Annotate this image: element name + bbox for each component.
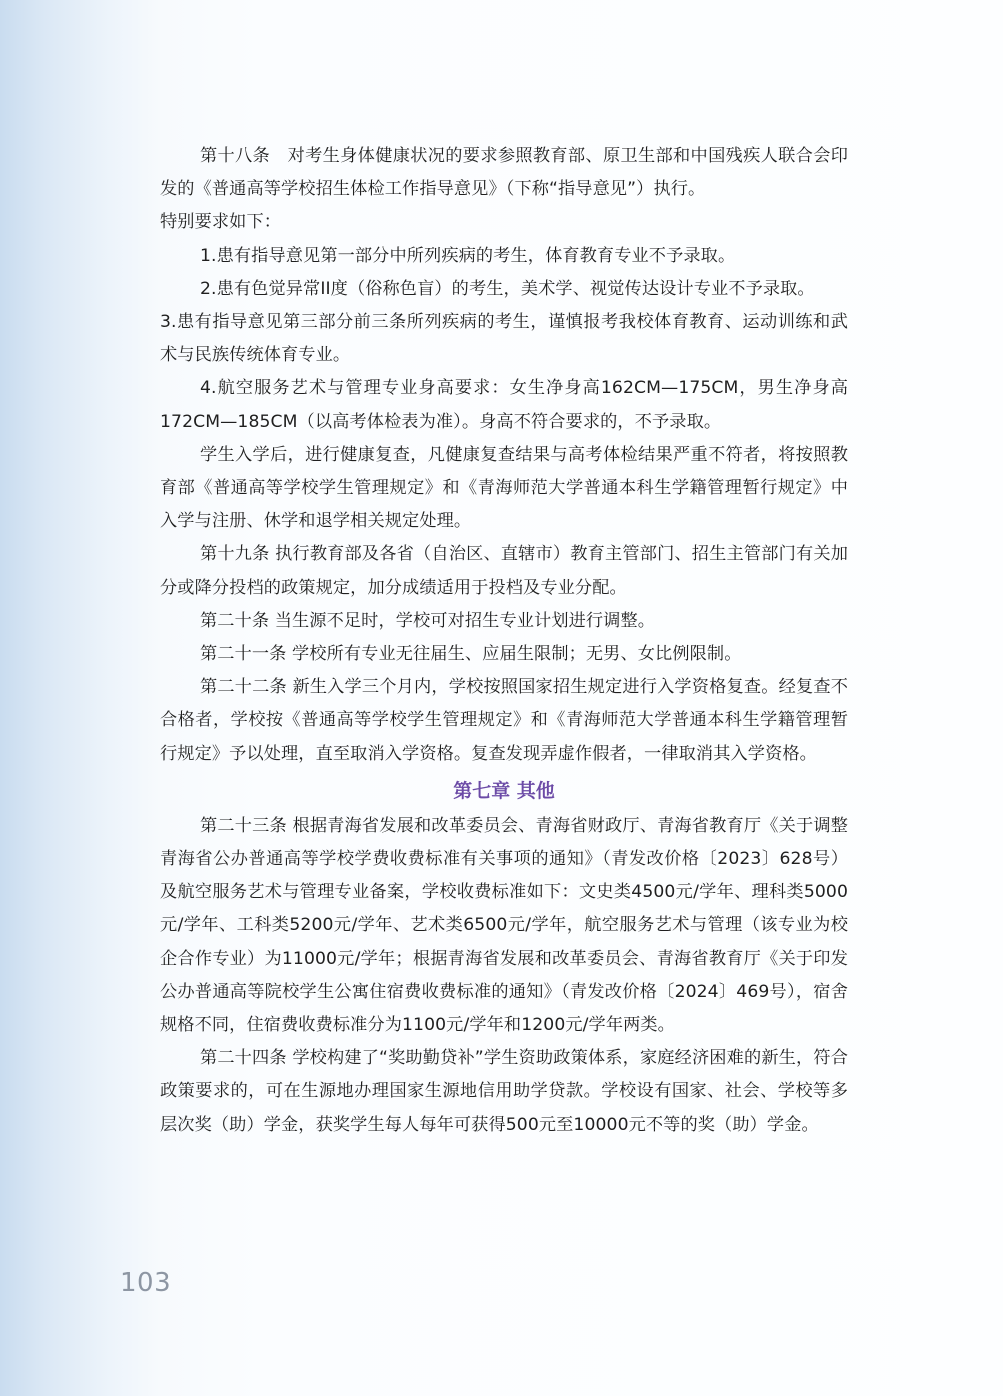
article-19-paragraph: 第十九条 执行教育部及各省（自治区、直辖市）教育主管部门、招生主管部门有关加分或降分投档的政策规定，加分成绩适用于投档及专业分配。 xyxy=(160,544,848,598)
requirement-2-paragraph: 2.患有色觉异常II度（俗称色盲）的考生，美术学、视觉传达设计专业不予录取。 xyxy=(200,278,815,299)
page-number: 103 xyxy=(120,1268,172,1298)
requirement-4-paragraph: 4.航空服务艺术与管理专业身高要求：女生净身高162CM—175CM，男生净身高172CM—185CM（以高考体检表为准）。身高不符合要求的，不予录取。 xyxy=(160,378,848,432)
article-20-paragraph: 第二十条 当生源不足时，学校可对招生专业计划进行调整。 xyxy=(200,610,656,631)
article-21-paragraph: 第二十一条 学校所有专业无往届生、应届生限制；无男、女比例限制。 xyxy=(200,644,742,665)
chapter-title: 第七章 其他 xyxy=(453,779,555,802)
requirement-3-paragraph: 3.患有指导意见第三部分前三条所列疾病的考生，谨慎报考我校体育教育、运动训练和武术与民族传统体育专业。 xyxy=(160,312,848,366)
article-18-paragraph: 第十八条 对考生身体健康状况的要求参照教育部、原卫生部和中国残疾人联合会印发的《普通高等学校招生体检工作指导意见》（下称“指导意见”）执行。 xyxy=(160,146,848,200)
article-22-paragraph: 第二十二条 新生入学三个月内，学校按照国家招生规定进行入学资格复查。经复查不合格者，学校按《普通高等学校学生管理规定》和《青海师范大学普通本科生学籍管理暂行规定》予以处理，直至取消入学资格。复查发现弄虚作假者，一律取消其入学资格。 xyxy=(160,677,848,764)
article-24-paragraph: 第二十四条 学校构建了“奖助勤贷补”学生资助政策体系，家庭经济困难的新生，符合政策要求的，可在生源地办理国家生源地信用助学贷款。学校设有国家、社会、学校等多层次奖（助）学金，获奖学生每人每年可获得500元至10000元不等的奖（助）学金。 xyxy=(160,1048,848,1135)
health-recheck-paragraph: 学生入学后，进行健康复查，凡健康复查结果与高考体检结果严重不符者，将按照教育部《普通高等学校学生管理规定》和《青海师范大学普通本科生学籍管理暂行规定》中入学与注册、休学和退学相关规定处理。 xyxy=(160,444,848,532)
requirement-1-paragraph: 1.患有指导意见第一部分中所列疾病的考生，体育教育专业不予录取。 xyxy=(200,245,736,266)
article-23-paragraph: 第二十三条 根据青海省发展和改革委员会、青海省财政厅、青海省教育厅《关于调整青海省公办普通高等学校学费收费标准有关事项的通知》（青发改价格〔2023〕628号）及航空服务艺术与管理专业备案，学校收费标准如下：文史类4500元/学年、理科类5000元/学年、工科类5200元/学年、艺术类6500元/学年，航空服务艺术与管理（该专业为校企合作专业）为11000元/学年；根据青海省发展和改革委员会、青海省教育厅《关于印发公办普通高等院校学生公寓住宿费收费标准的通知》（青发改价格〔2024〕469号），宿舍规格不同，住宿费收费标准分为1100元/学年和1200元/学年两类。 xyxy=(160,815,848,1036)
document-body xyxy=(160,140,848,1142)
special-requirements-heading: 特别要求如下： xyxy=(160,212,282,233)
